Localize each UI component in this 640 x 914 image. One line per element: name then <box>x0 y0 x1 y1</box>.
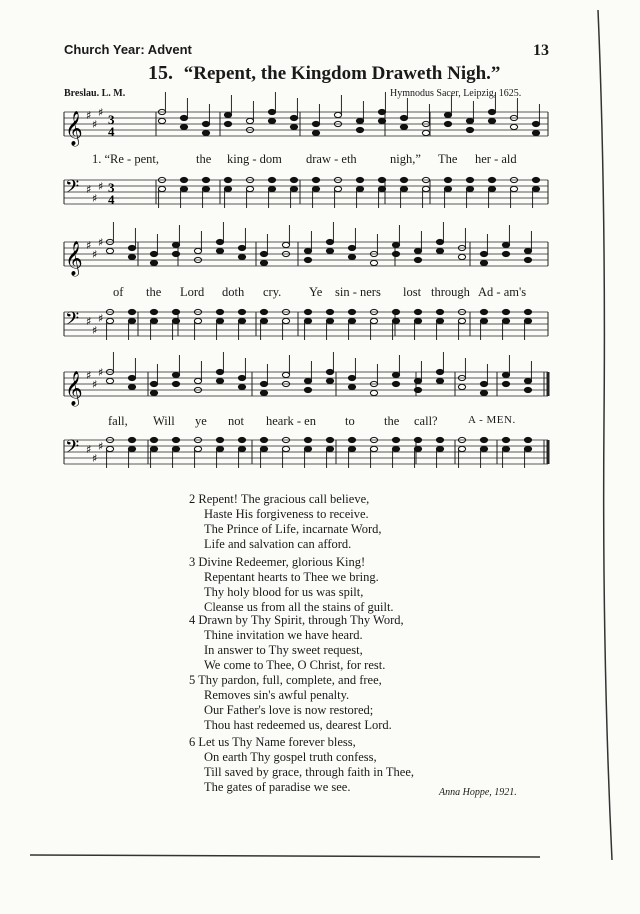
lyric-syllable: call? <box>414 414 438 428</box>
key-sharp: ♯ <box>92 118 98 131</box>
lyric-syllable: her - ald <box>475 152 517 166</box>
verse-line: 3 Divine Redeemer, glorious King! <box>189 555 366 569</box>
key-sharp: ♯ <box>92 378 98 391</box>
key-sharp: ♯ <box>98 366 104 379</box>
verse-line: 5 Thy pardon, full, complete, and free, <box>189 673 382 687</box>
lyric-syllable: the <box>146 285 162 299</box>
verse-line: Haste His forgiveness to receive. <box>204 507 369 521</box>
lyric-syllable: lost <box>403 285 422 299</box>
key-sharp: ♯ <box>86 315 92 328</box>
lyric-syllable: 1. “Re - pent, <box>92 152 159 166</box>
time-sig-top: 3 <box>108 112 115 127</box>
lyric-syllable: A - MEN. <box>468 414 516 426</box>
verse-line: Removes sin's awful penalty. <box>204 688 350 702</box>
key-sharp: ♯ <box>92 324 98 337</box>
lyric-syllable: doth <box>222 285 245 299</box>
key-sharp: ♯ <box>98 236 104 249</box>
lyric-syllable: through <box>431 285 470 299</box>
key-sharp: ♯ <box>98 312 104 325</box>
verse-line: Repentant hearts to Thee we bring. <box>204 570 379 584</box>
key-sharp: ♯ <box>92 452 98 465</box>
verse-line: On earth Thy gospel truth confess, <box>204 750 377 764</box>
author-attribution: Anna Hoppe, 1921. <box>439 787 517 798</box>
verse-line: 4 Drawn by Thy Spirit, through Thy Word, <box>189 613 404 627</box>
lyric-syllable: to <box>345 414 355 428</box>
time-sig-bottom: 4 <box>108 192 115 207</box>
key-sharp: ♯ <box>86 109 92 122</box>
lyric-syllable: the <box>196 152 212 166</box>
bass-clef: 𝄢 <box>65 177 80 202</box>
lyric-syllable: sin - ners <box>335 285 381 299</box>
key-sharp: ♯ <box>92 192 98 205</box>
bass-clef: 𝄢 <box>65 309 80 334</box>
page-number: 13 <box>533 42 549 59</box>
lyric-syllable: Ad - am's <box>478 285 527 299</box>
verse-line: In answer to Thy sweet request, <box>204 643 363 657</box>
hymn-title-text: “Repent, the Kingdom Draweth Nigh.” <box>183 63 501 84</box>
verse-line: The gates of paradise we see. <box>204 780 351 794</box>
key-sharp: ♯ <box>98 106 104 119</box>
verse-line: The Prince of Life, incarnate Word, <box>204 522 382 536</box>
lyric-syllable: ye <box>195 414 207 428</box>
time-sig-bottom: 4 <box>108 124 115 139</box>
lyric-syllable: cry. <box>263 285 282 299</box>
lyric-syllable: Lord <box>180 285 205 299</box>
composer-credit: Hymnodus Sacer, Leipzig, 1625. <box>390 88 522 99</box>
verse-line: Our Father's love is now restored; <box>204 703 374 717</box>
key-sharp: ♯ <box>98 440 104 453</box>
lyric-syllable: nigh,” <box>390 152 421 166</box>
verse-line: Cleanse us from all the stains of guilt. <box>204 600 394 614</box>
treble-clef: 𝄞 <box>65 371 83 406</box>
treble-clef: 𝄞 <box>65 111 83 146</box>
lyric-syllable: Will <box>153 414 175 428</box>
running-header: Church Year: Advent <box>64 42 192 57</box>
lyric-syllable: The <box>438 152 458 166</box>
verse-line: Till saved by grace, through faith in Thee, <box>204 765 415 779</box>
verse-line: Thine invitation we have heard. <box>204 628 363 642</box>
verse-line: We come to Thee, O Christ, for rest. <box>204 658 386 672</box>
lyric-syllable: the <box>384 414 400 428</box>
tune-name: Breslau. L. M. <box>64 88 126 99</box>
treble-clef: 𝄞 <box>65 241 83 276</box>
time-sig-top: 3 <box>108 180 115 195</box>
verse-line: 6 Let us Thy Name forever bless, <box>189 735 356 749</box>
lyric-syllable: king - dom <box>227 152 282 166</box>
lyric-syllable: not <box>228 414 244 428</box>
key-sharp: ♯ <box>98 180 104 193</box>
key-sharp: ♯ <box>92 248 98 261</box>
lyric-syllable: fall, <box>108 414 128 428</box>
verse-line: Thy holy blood for us was spilt, <box>204 585 364 599</box>
lyric-syllable: of <box>113 285 124 299</box>
hymn-number: 15. <box>148 62 173 84</box>
key-sharp: ♯ <box>86 183 92 196</box>
lyric-syllable: heark - en <box>266 414 316 428</box>
key-sharp: ♯ <box>86 369 92 382</box>
bass-clef: 𝄢 <box>65 437 80 462</box>
right-page-edge <box>598 10 612 860</box>
lyric-syllable: Ye <box>309 285 323 299</box>
verse-line: 2 Repent! The gracious call believe, <box>189 492 370 506</box>
key-sharp: ♯ <box>86 239 92 252</box>
verse-line: Thou hast redeemed us, dearest Lord. <box>204 718 392 732</box>
lyric-syllable: draw - eth <box>306 152 357 166</box>
bottom-rule <box>30 855 540 857</box>
verse-line: Life and salvation can afford. <box>204 537 352 551</box>
key-sharp: ♯ <box>86 443 92 456</box>
